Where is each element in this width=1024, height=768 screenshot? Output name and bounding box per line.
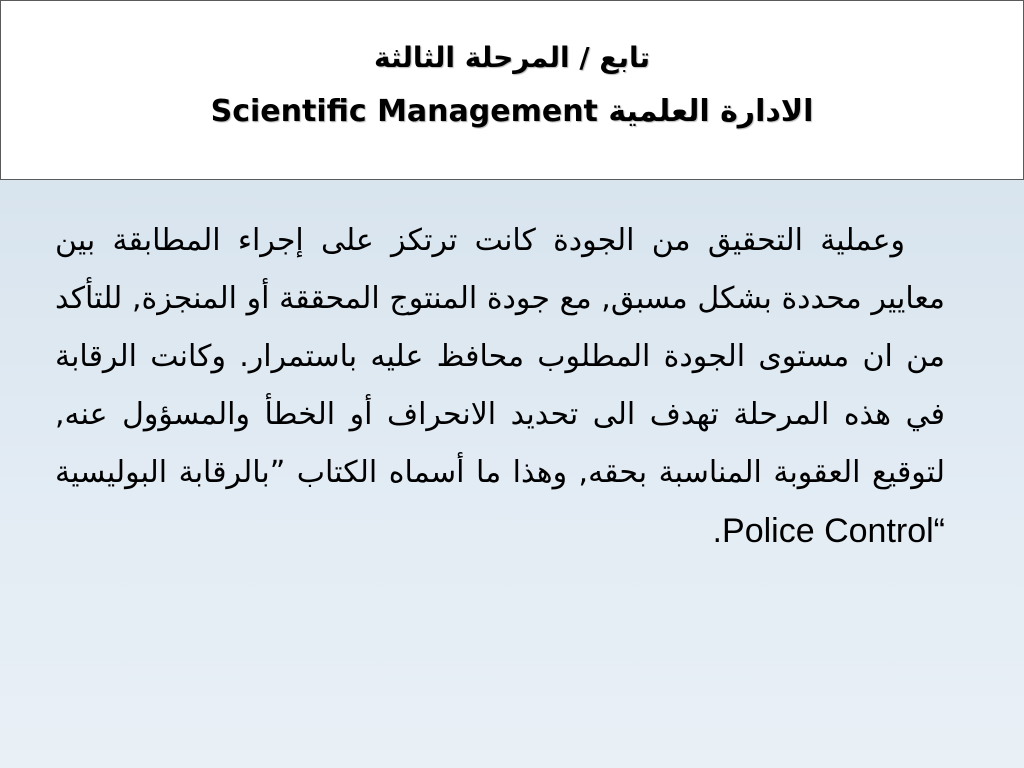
title-box xyxy=(0,0,1024,180)
body-main-text: وعملية التحقيق من الجودة كانت ترتكز على إجراء المطابقة بين معايير محددة بشكل مسبق, مع جودة المنتوج المحققة أو المنجزة, للتأكد من ان مستوى الجودة المطلوب محافظ عليه باستمرار. وكانت الرقابة في هذه المرحلة تهدف الى تحديد الانحراف أو الخطأ والمسؤول عنه, لتوقيع العقوبة المناسبة بحقه, وهذا ما أسماه الكتاب ”بالرقابة البوليسية xyxy=(55,223,945,490)
slide-title: تابع / المرحلة الثالثة xyxy=(373,41,650,74)
subtitle-english: Scientific Management xyxy=(210,94,598,129)
body-end-punctuation: . xyxy=(712,515,723,550)
slide-subtitle xyxy=(1,94,1023,129)
body-paragraph xyxy=(55,212,945,562)
body-english-term: Police Control“ xyxy=(722,512,945,550)
subtitle-arabic: الادارة العلمية xyxy=(608,94,814,129)
